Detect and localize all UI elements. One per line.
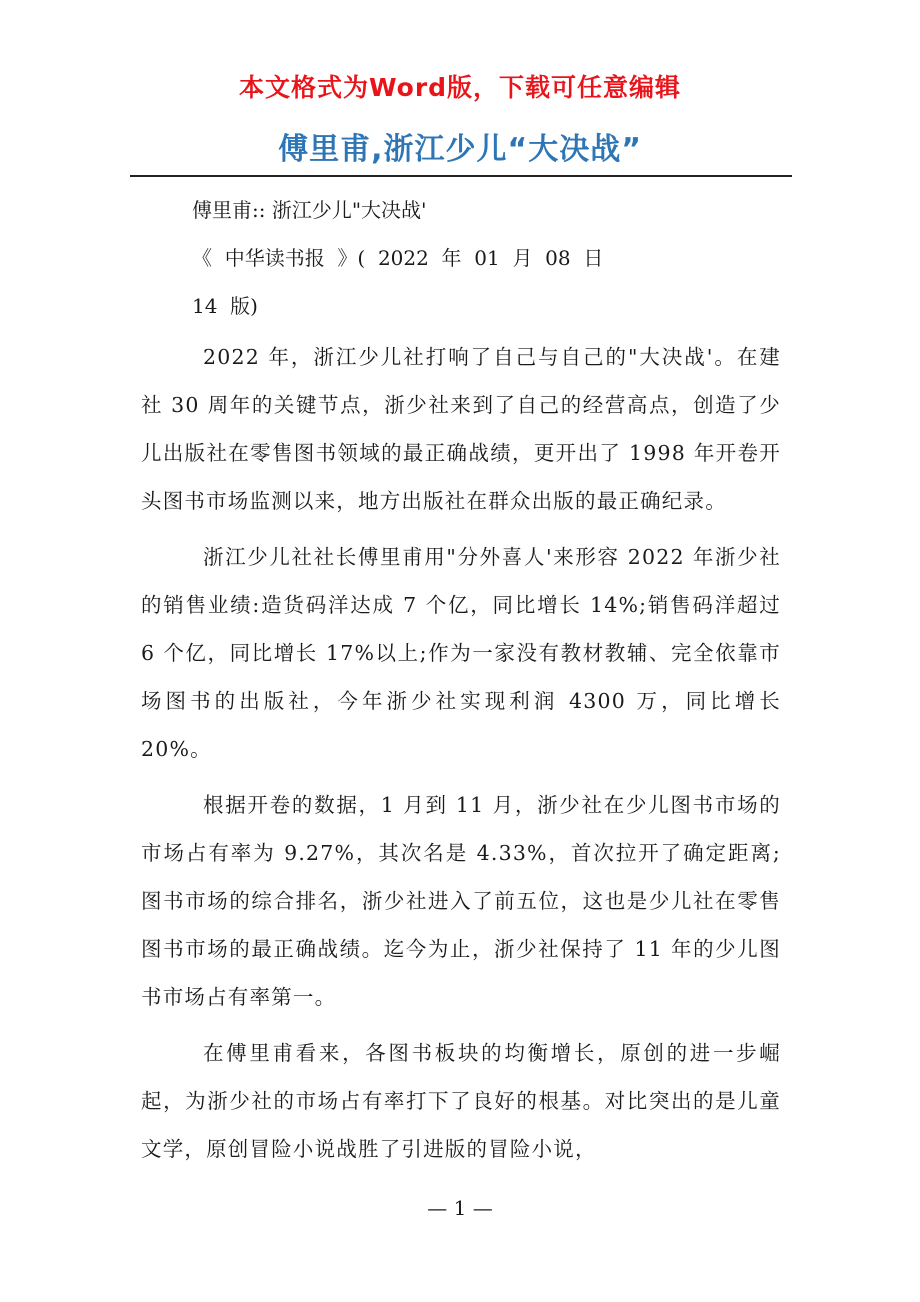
source-publication-line: 《 中华读书报 》( 2022 年 01 月 08 日 [192,246,604,270]
paragraph: 浙江少儿社社长傅里甫用"分外喜人'来形容 2022 年浙少社的销售业绩:造货码洋达成 7 个亿，同比增长 14%;销售码洋超过 6 个亿，同比增长 17%以上;作为一家没有教材教辅、完全依靠市场图书的出版社，今年浙少社实现利润 4300 万，同比增长 20%。 [141,545,781,761]
title-divider [130,175,792,177]
paragraph: 根据开卷的数据，1 月到 11 月，浙少社在少儿图书市场的市场占有率为 9.27%，其次名是 4.33%，首次拉开了确定距离;图书市场的综合排名，浙少社进入了前五位，这也是少儿社在零售图书市场的最正确战绩。迄今为止，浙少社保持了 11 年的少儿图书市场占有率第一。 [141,793,781,1009]
page-title: 傅里甫,浙江少儿“大决战” [278,132,642,167]
download-notice: 本文格式为Word版，下载可任意编辑 [238,73,682,102]
source-page-line: 14 版) [192,294,258,318]
article-body [141,333,781,1181]
paragraph: 在傅里甫看来，各图书板块的均衡增长，原创的进一步崛起，为浙少社的市场占有率打下了良好的根基。对比突出的是儿童文学，原创冒险小说战胜了引进版的冒险小说， [141,1041,781,1161]
source-author-line: 傅里甫:: 浙江少儿"大决战' [192,198,427,222]
paragraph: 2022 年，浙江少儿社打响了自己与自己的"大决战'。在建社 30 周年的关键节点，浙少社来到了自己的经营高点，创造了少儿出版社在零售图书领域的最正确战绩，更开出了 1998 年开卷开头图书市场监测以来，地方出版社在群众出版的最正确纪录。 [141,345,781,513]
page-number: — 1 — [427,1196,493,1220]
